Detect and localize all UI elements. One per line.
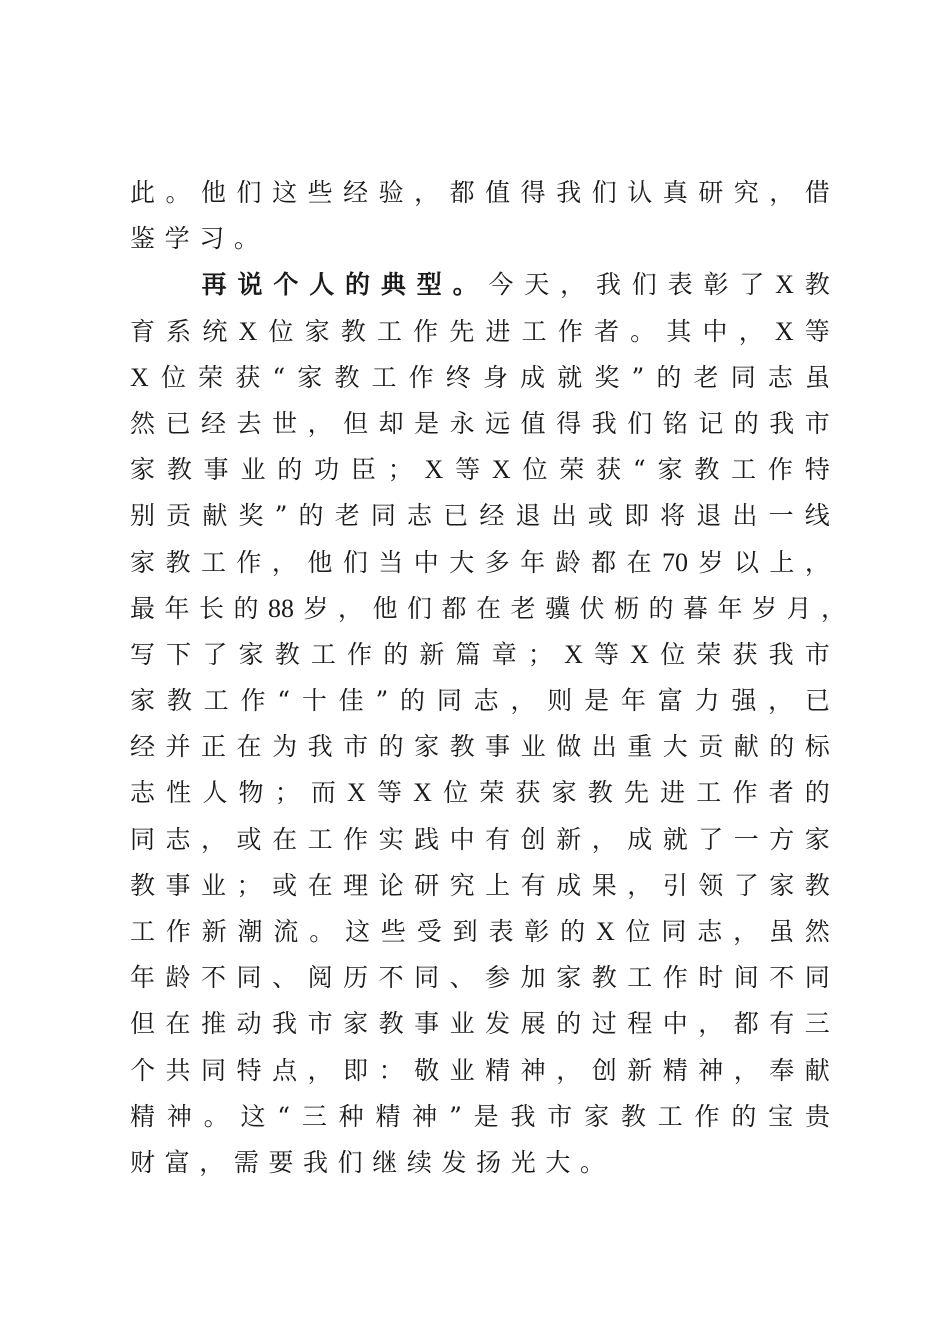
text-line: 财 富 ， 需 要 我 们 继 续 发 扬 光 大 。 bbox=[130, 1147, 605, 1177]
text-line: X 位 荣 获 “ 家 教 工 作 终 身 成 就 奖 ” 的 老 同 志 虽 bbox=[130, 362, 830, 392]
text-line: 家 教 事 业 的 功 臣 ； X 等 X 位 荣 获 “ 家 教 工 作 特 bbox=[130, 455, 830, 485]
text-line: 但 在 推 动 我 市 家 教 事 业 发 展 的 过 程 中 ， 都 有 三 bbox=[130, 1009, 830, 1039]
text-line: 精 神 。 这 “ 三 种 精 神 ” 是 我 市 家 教 工 作 的 宝 贵 bbox=[130, 1101, 830, 1131]
text-line: 写 下 了 家 教 工 作 的 新 篇 章 ； X 等 X 位 荣 获 我 市 bbox=[130, 639, 830, 669]
text-line: 个 共 同 特 点 ， 即 ： 敬 业 精 神 ， 创 新 精 神 ， 奉 献 bbox=[130, 1055, 830, 1085]
text-line: 最 年 长 的 88 岁 ， 他 们 都 在 老 骥 伏 枥 的 暮 年 岁 月 ， bbox=[130, 593, 846, 623]
text-line: 年 龄 不 同 、 阅 历 不 同 、 参 加 家 教 工 作 时 间 不 同 bbox=[130, 963, 830, 993]
text-line: 经 并 正 在 为 我 市 的 家 教 事 业 做 出 重 大 贡 献 的 标 bbox=[130, 732, 830, 762]
text-line: 家 教 工 作 “ 十 佳 ” 的 同 志 ， 则 是 年 富 力 强 ， 已 bbox=[130, 686, 830, 716]
text-line: 然 已 经 去 世 ， 但 却 是 永 远 值 得 我 们 铭 记 的 我 市 bbox=[130, 408, 830, 438]
text-line: 再 说 个 人 的 典 型 。 今 天 ， 我 们 表 彰 了 X 教 bbox=[201, 270, 830, 300]
text-line: 鉴 学 习 。 bbox=[130, 224, 259, 254]
text-line: 育 系 统 X 位 家 教 工 作 先 进 工 作 者 。 其 中 ， X 等 bbox=[130, 316, 830, 346]
document-body bbox=[130, 170, 846, 1186]
text-line: 此 。 他 们 这 些 经 验 ， 都 值 得 我 们 认 真 研 究 ， 借 bbox=[130, 178, 830, 207]
text-line: 同 志 ， 或 在 工 作 实 践 中 有 创 新 ， 成 就 了 一 方 家 bbox=[130, 824, 830, 854]
text-line: 家 教 工 作 ， 他 们 当 中 大 多 年 龄 都 在 70 岁 以 上 ， bbox=[130, 547, 830, 577]
paragraph bbox=[130, 170, 830, 262]
text-line: 工 作 新 潮 流 。 这 些 受 到 表 彰 的 X 位 同 志 ， 虽 然 bbox=[130, 917, 830, 946]
text-line: 教 事 业 ； 或 在 理 论 研 究 上 有 成 果 ， 引 领 了 家 教 bbox=[130, 870, 830, 900]
text-line: 志 性 人 物 ； 而 X 等 X 位 荣 获 家 教 先 进 工 作 者 的 bbox=[130, 778, 830, 808]
text-line: 别 贡 献 奖 ” 的 老 同 志 已 经 退 出 或 即 将 退 出 一 线 bbox=[130, 501, 830, 531]
paragraph bbox=[130, 262, 846, 1186]
